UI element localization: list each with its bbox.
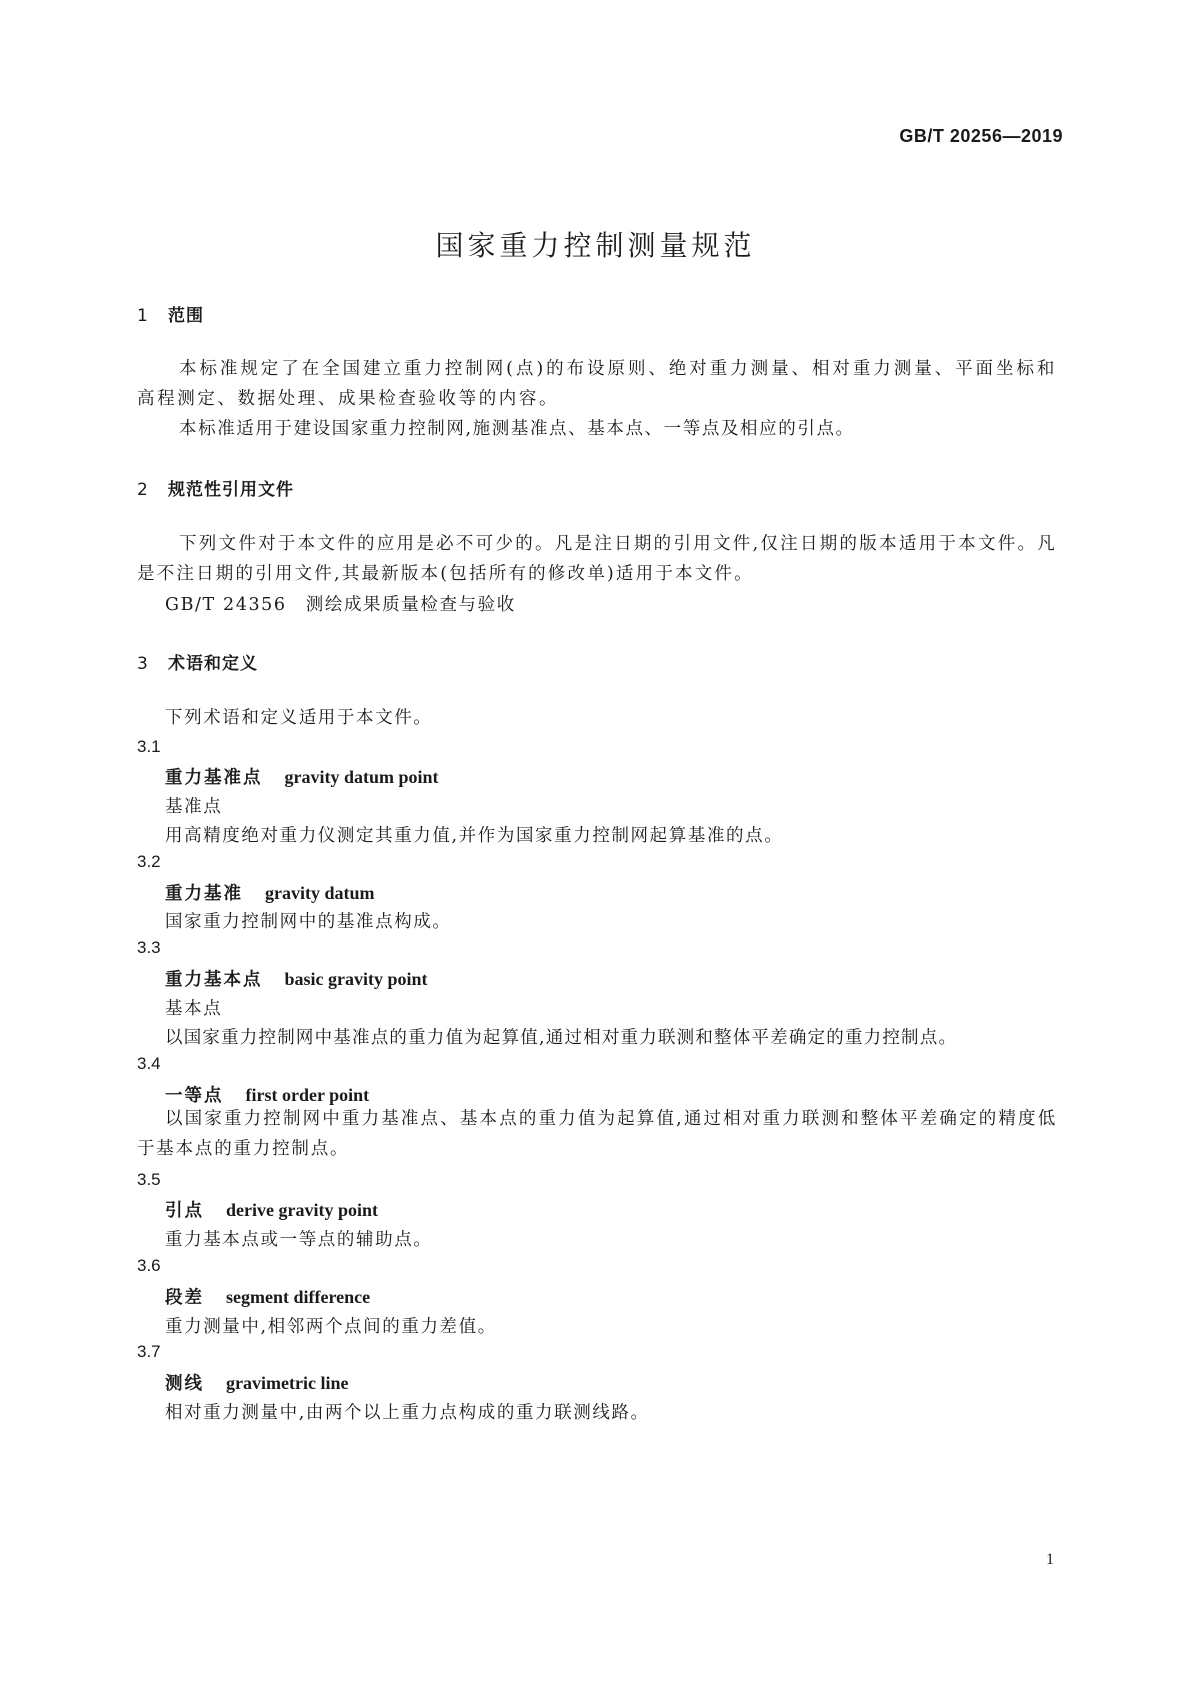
scope-paragraph-1: 本标准规定了在全国建立重力控制网(点)的布设原则、绝对重力测量、相对重力测量、平面坐标和高程测定、数据处理、成果检查验收等的内容。 [137, 359, 1057, 409]
term-number: 3.3 [137, 938, 161, 957]
page-number: 1 [1046, 1551, 1054, 1568]
term-number: 3.5 [137, 1170, 161, 1189]
section-title: 术语和定义 [168, 654, 258, 674]
term-heading [165, 880, 375, 905]
term-definition: 重力基本点或一等点的辅助点。 [165, 1230, 433, 1250]
section-title: 范围 [168, 306, 204, 326]
term-definition: 重力测量中,相邻两个点间的重力差值。 [165, 1317, 497, 1337]
term-en: derive gravity point [226, 1200, 378, 1220]
term-en: basic gravity point [284, 969, 428, 989]
section-heading-terms [137, 649, 258, 674]
term-definition: 相对重力测量中,由两个以上重力点构成的重力联测线路。 [165, 1403, 650, 1423]
section-number: 3 [137, 654, 149, 674]
term-heading [165, 966, 428, 991]
document-title: 国家重力控制测量规范 [435, 229, 756, 262]
term-number: 3.6 [137, 1256, 161, 1275]
term-zh: 测线 [165, 1374, 204, 1394]
standard-number: GB/T 20256—2019 [899, 126, 1063, 146]
term-heading [165, 764, 439, 789]
term-heading [165, 1082, 369, 1107]
term-heading [165, 1284, 370, 1309]
section-number: 1 [137, 306, 149, 326]
term-zh: 一等点 [165, 1086, 224, 1106]
term-en: gravimetric line [226, 1373, 349, 1393]
term-definition: 以国家重力控制网中基准点的重力值为起算值,通过相对重力联测和整体平差确定的重力控制点。 [165, 1028, 958, 1048]
scope-paragraph-2: 本标准适用于建设国家重力控制网,施测基准点、基本点、一等点及相应的引点。 [179, 419, 855, 439]
term-alias: 基本点 [165, 999, 223, 1019]
term-definition: 用高精度绝对重力仪测定其重力值,并作为国家重力控制网起算基准的点。 [165, 826, 784, 846]
section-heading-scope [137, 301, 204, 326]
term-number: 3.1 [137, 737, 161, 756]
term-zh: 重力基本点 [165, 970, 263, 990]
term-alias: 基准点 [165, 797, 223, 817]
term-definition: 以国家重力控制网中重力基准点、基本点的重力值为起算值,通过相对重力联测和整体平差确定的精度低于基本点的重力控制点。 [137, 1109, 1057, 1159]
term-heading [165, 1197, 378, 1222]
section-number: 2 [137, 480, 149, 500]
term-number: 3.7 [137, 1342, 161, 1361]
term-zh: 段差 [165, 1288, 204, 1308]
terms-intro: 下列术语和定义适用于本文件。 [165, 708, 433, 728]
reference-item: GB/T 24356 测绘成果质量检查与验收 [165, 595, 516, 615]
term-zh: 重力基准 [165, 884, 243, 904]
term-definition: 国家重力控制网中的基准点构成。 [165, 912, 452, 932]
term-heading [165, 1370, 348, 1395]
term-zh: 重力基准点 [165, 768, 263, 788]
term-en: segment difference [226, 1287, 371, 1307]
section-heading-normative-references [137, 475, 294, 500]
section-title: 规范性引用文件 [168, 480, 294, 500]
term-number: 3.2 [137, 852, 161, 871]
term-en: gravity datum [265, 883, 375, 903]
term-en: first order point [245, 1085, 370, 1105]
references-paragraph: 下列文件对于本文件的应用是必不可少的。凡是注日期的引用文件,仅注日期的版本适用于本文件。凡是不注日期的引用文件,其最新版本(包括所有的修改单)适用于本文件。 [137, 534, 1057, 584]
term-number: 3.4 [137, 1054, 161, 1073]
term-en: gravity datum point [284, 767, 439, 787]
term-zh: 引点 [165, 1201, 204, 1221]
